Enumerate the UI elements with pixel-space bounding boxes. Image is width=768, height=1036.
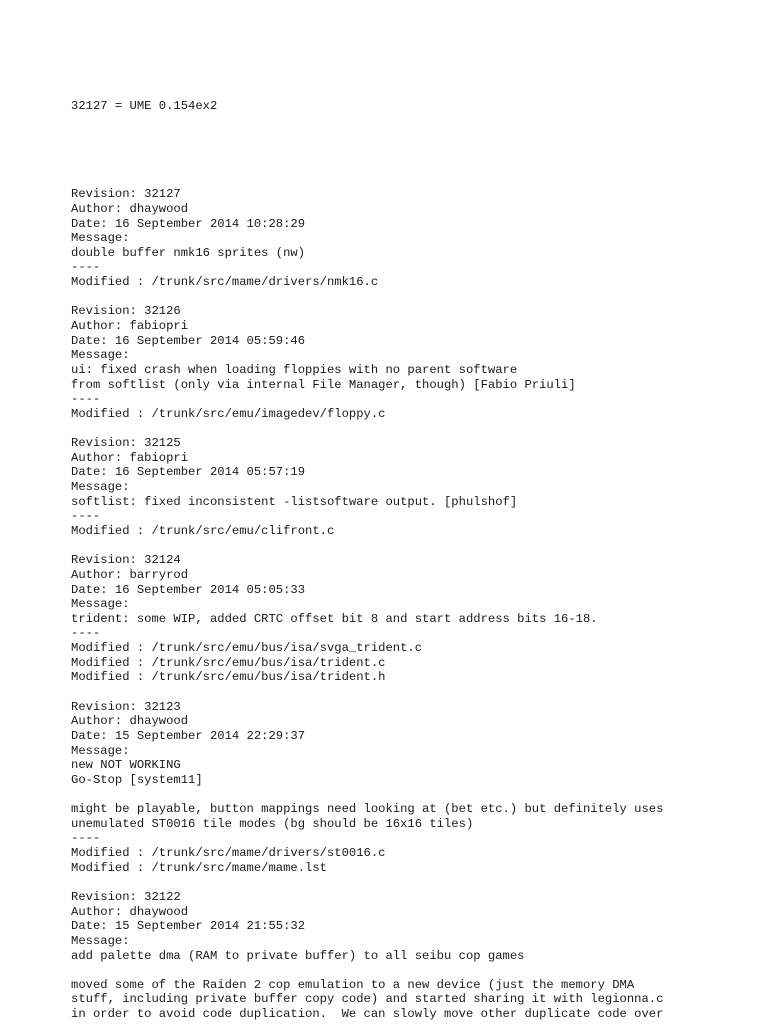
- modified-file-path: Modified : /trunk/src/emu/bus/isa/svga_trident.c: [71, 641, 423, 656]
- revision-date: Date: 16 September 2014 05:05:33: [71, 582, 306, 597]
- blank-line: [71, 143, 751, 158]
- message-line: new NOT WORKING: [71, 758, 181, 773]
- blank-line: [71, 421, 751, 436]
- revision-number: Revision: 32126: [71, 304, 181, 319]
- message-label: Message:: [71, 933, 130, 948]
- message-label: Message:: [71, 743, 130, 758]
- separator-line: ----: [71, 392, 101, 407]
- blank-line: [71, 963, 751, 978]
- message-line: add palette dma (RAM to private buffer) to all seibu cop games: [71, 948, 525, 963]
- message-label: Message:: [71, 480, 130, 495]
- revision-author: Author: barryrod: [71, 567, 189, 582]
- revision-number: Revision: 32127: [71, 187, 181, 202]
- modified-file-path: Modified : /trunk/src/mame/mame.lst: [71, 860, 327, 875]
- revision-author: Author: dhaywood: [71, 904, 189, 919]
- revision-date: Date: 16 September 2014 05:57:19: [71, 465, 306, 480]
- message-line: ui: fixed crash when loading floppies with no parent software: [71, 362, 518, 377]
- modified-file-path: Modified : /trunk/src/mame/drivers/nmk16.c: [71, 275, 379, 290]
- changelog-document: [71, 70, 751, 1036]
- message-line: in order to avoid code duplication. We can slowly move other duplicate code over: [71, 1007, 664, 1022]
- revision-list: [71, 187, 751, 1022]
- revision-number: Revision: 32124: [71, 553, 181, 568]
- modified-file-path: Modified : /trunk/src/emu/bus/isa/trident.c: [71, 655, 386, 670]
- blank-line: [71, 787, 751, 802]
- modified-file-path: Modified : /trunk/src/emu/clifront.c: [71, 523, 335, 538]
- revision-date: Date: 15 September 2014 21:55:32: [71, 919, 306, 934]
- blank-line: [71, 290, 751, 305]
- blank-line: [71, 539, 751, 554]
- blank-line: [71, 875, 751, 890]
- revision-date: Date: 16 September 2014 05:59:46: [71, 333, 306, 348]
- revision-date: Date: 15 September 2014 22:29:37: [71, 728, 306, 743]
- message-line: softlist: fixed inconsistent -listsoftware output. [phulshof]: [71, 494, 518, 509]
- separator-line: ----: [71, 509, 101, 524]
- separator-line: ----: [71, 260, 101, 275]
- separator-line: ----: [71, 626, 101, 641]
- modified-file-path: Modified : /trunk/src/emu/bus/isa/trident.h: [71, 670, 386, 685]
- message-line: double buffer nmk16 sprites (nw): [71, 245, 306, 260]
- message-line: might be playable, button mappings need looking at (bet etc.) but definitely uses: [71, 802, 664, 817]
- message-line: stuff, including private buffer copy code) and started sharing it with legionna.c: [71, 992, 664, 1007]
- revision-entry: [71, 436, 751, 553]
- separator-line: ----: [71, 831, 101, 846]
- version-header: 32127 = UME 0.154ex2: [71, 99, 218, 114]
- revision-number: Revision: 32122: [71, 889, 181, 904]
- revision-author: Author: fabiopri: [71, 450, 189, 465]
- message-line: Go-Stop [system11]: [71, 772, 203, 787]
- revision-date: Date: 16 September 2014 10:28:29: [71, 216, 306, 231]
- message-label: Message:: [71, 231, 130, 246]
- message-line: from softlist (only via internal File Manager, though) [Fabio Priuli]: [71, 377, 576, 392]
- revision-author: Author: dhaywood: [71, 201, 189, 216]
- blank-line: [71, 685, 751, 700]
- revision-entry: [71, 187, 751, 304]
- revision-author: Author: dhaywood: [71, 714, 189, 729]
- message-line: unemulated ST0016 tile modes (bg should be 16x16 tiles): [71, 816, 474, 831]
- message-label: Message:: [71, 597, 130, 612]
- message-label: Message:: [71, 348, 130, 363]
- message-line: trident: some WIP, added CRTC offset bit 8 and start address bits 16-18.: [71, 611, 598, 626]
- revision-entry: [71, 304, 751, 436]
- message-line: moved some of the Raiden 2 cop emulation to a new device (just the memory DMA: [71, 977, 635, 992]
- revision-entry: [71, 700, 751, 890]
- revision-number: Revision: 32123: [71, 699, 181, 714]
- revision-entry: [71, 890, 751, 1022]
- revision-entry: [71, 553, 751, 699]
- revision-number: Revision: 32125: [71, 436, 181, 451]
- modified-file-path: Modified : /trunk/src/emu/imagedev/floppy.c: [71, 406, 386, 421]
- revision-author: Author: fabiopri: [71, 318, 189, 333]
- modified-file-path: Modified : /trunk/src/mame/drivers/st0016.c: [71, 846, 386, 861]
